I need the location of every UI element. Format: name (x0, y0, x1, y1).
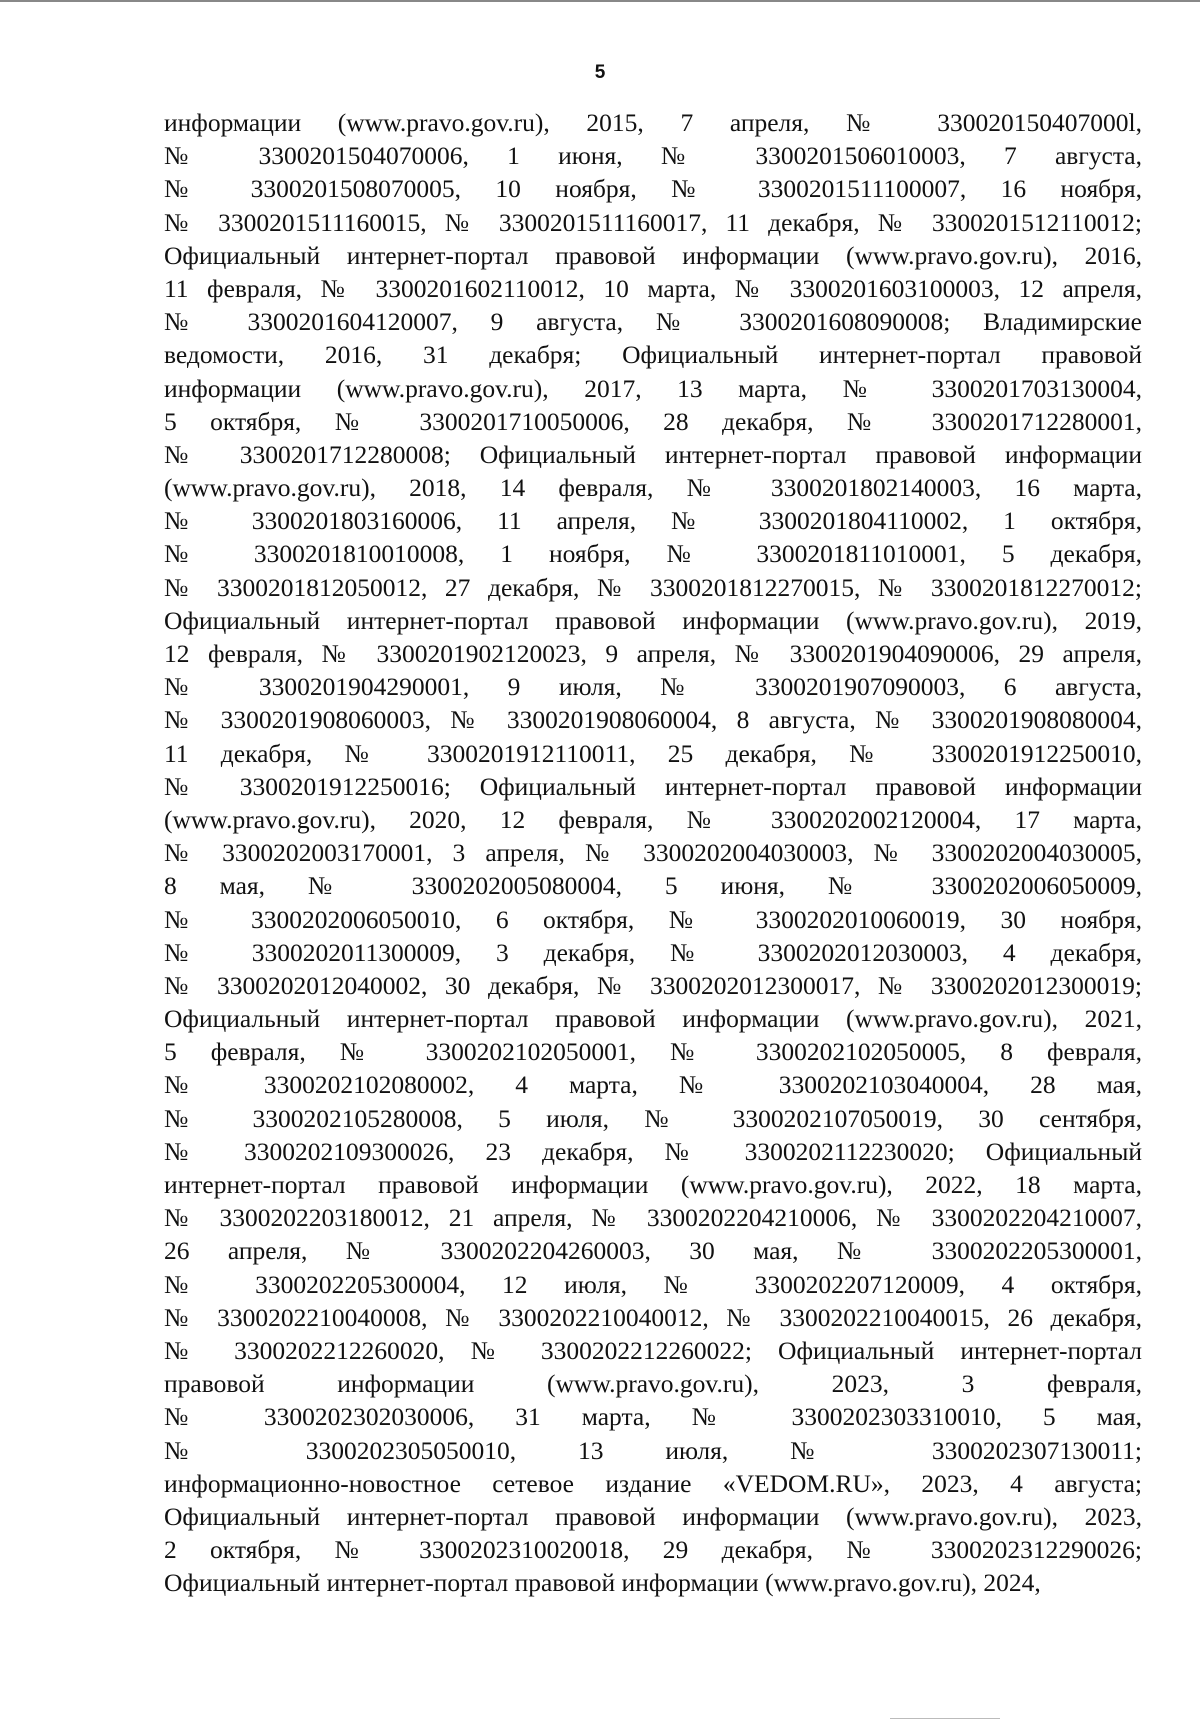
text-line: Официальный интернет-портал правовой информации (www.pravo.gov.ru), 2023, (164, 1501, 1142, 1531)
text-line: № 3300202012040002, 30 декабря, № 3300202012300017, № 3300202012300019; (164, 970, 1142, 1000)
text-line: № 3300201812050012, 27 декабря, № 3300201812270015, № 3300201812270012; (164, 572, 1142, 602)
document-body-text (164, 106, 1142, 1599)
top-border-line (0, 0, 1200, 2)
text-line: № 3300201508070005, 10 ноября, № 3300201511100007, 16 ноября, (164, 174, 1142, 204)
text-line: 12 февраля, № 3300201902120023, 9 апреля, № 3300201904090006, 29 апреля, (164, 639, 1142, 668)
text-line: № 3300202210040008, № 3300202210040012, № 3300202210040015, 26 декабря, (164, 1302, 1142, 1332)
text-line: № 3300202203180012, 21 апреля, № 3300202204210006, № 3300202204210007, (164, 1203, 1142, 1233)
text-line: № 3300201803160006, 11 апреля, № 3300201804110002, 1 октября, (164, 506, 1142, 536)
text-line: № 3300202003170001, 3 апреля, № 3300202004030003, № 3300202004030005, (164, 838, 1142, 868)
text-line: Официальный интернет-портал правовой информации (www.pravo.gov.ru), 2016, (164, 240, 1142, 270)
text-line: 5 октября, № 3300201710050006, 28 декабря, № 3300201712280001, (164, 406, 1142, 436)
text-line: № 3300201504070006, 1 июня, № 3300201506010003, 7 августа, (164, 141, 1142, 171)
text-line: № 3300201904290001, 9 июля, № 3300201907090003, 6 августа, (164, 672, 1142, 702)
text-line: Официальный интернет-портал правовой информации (www.pravo.gov.ru), 2019, (164, 605, 1142, 635)
text-line: (www.pravo.gov.ru), 2018, 14 февраля, № 3300201802140003, 16 марта, (164, 473, 1142, 503)
text-line: № 3300202006050010, 6 октября, № 3300202010060019, 30 ноября, (164, 904, 1142, 934)
text-line: № 3300201604120007, 9 августа, № 3300201608090008; Владимирские (164, 307, 1142, 337)
text-line: 26 апреля, № 3300202204260003, 30 мая, № 3300202205300001, (164, 1236, 1142, 1266)
text-line: № 3300201908060003, № 3300201908060004, 8 августа, № 3300201908080004, (164, 705, 1142, 735)
text-line: ведомости, 2016, 31 декабря; Официальный интернет-портал правовой (164, 340, 1142, 370)
text-line: Официальный интернет-портал правовой информации (www.pravo.gov.ru), 2021, (164, 1004, 1142, 1034)
text-line: 2 октября, № 3300202310020018, 29 декабря, № 3300202312290026; (164, 1535, 1142, 1565)
text-line: интернет-портал правовой информации (www.pravo.gov.ru), 2022, 18 марта, (164, 1170, 1142, 1199)
text-line: информационно-новостное сетевое издание «VEDOM.RU», 2023, 4 августа; (164, 1468, 1142, 1498)
text-line: 8 мая, № 3300202005080004, 5 июня, № 3300202006050009, (164, 871, 1142, 901)
text-line: 11 декабря, № 3300201912110011, 25 декабря, № 3300201912250010, (164, 738, 1142, 768)
text-line: № 3300201712280008; Официальный интернет-портал правовой информации (164, 439, 1142, 469)
text-line: Официальный интернет-портал правовой информации (www.pravo.gov.ru), 2024, (164, 1568, 1041, 1598)
text-line: № 3300202212260020, № 3300202212260022; Официальный интернет-портал (164, 1335, 1142, 1365)
text-line: № 3300202302030006, 31 марта, № 3300202303310010, 5 мая, (164, 1402, 1142, 1432)
bottom-scan-mark (890, 1718, 1000, 1719)
page-number: 5 (594, 62, 606, 83)
text-line: № 3300202109300026, 23 декабря, № 3300202112230020; Официальный (164, 1136, 1142, 1166)
text-line: правовой информации (www.pravo.gov.ru), 2023, 3 февраля, (164, 1369, 1142, 1399)
text-line: № 3300202102080002, 4 марта, № 3300202103040004, 28 мая, (164, 1070, 1142, 1100)
text-line: 5 февраля, № 3300202102050001, № 3300202102050005, 8 февраля, (164, 1037, 1142, 1067)
text-line: № 3300202011300009, 3 декабря, № 3300202012030003, 4 декабря, (164, 937, 1142, 967)
text-line: информации (www.pravo.gov.ru), 2015, 7 апреля, № 330020150407000l, (164, 108, 1142, 137)
text-line: № 3300201912250016; Официальный интернет-портал правовой информации (164, 771, 1142, 801)
text-line: № 3300201810010008, 1 ноября, № 3300201811010001, 5 декабря, (164, 539, 1142, 569)
text-line: № 3300201511160015, № 3300201511160017, 11 декабря, № 3300201512110012; (164, 207, 1142, 237)
text-line: 11 февраля, № 3300201602110012, 10 марта, № 3300201603100003, 12 апреля, (164, 273, 1142, 303)
text-line: № 3300202305050010, 13 июля, № 3300202307130011; (164, 1435, 1142, 1465)
text-line: (www.pravo.gov.ru), 2020, 12 февраля, № 3300202002120004, 17 марта, (164, 804, 1142, 834)
text-line: информации (www.pravo.gov.ru), 2017, 13 марта, № 3300201703130004, (164, 373, 1142, 403)
text-line: № 3300202205300004, 12 июля, № 3300202207120009, 4 октября, (164, 1269, 1142, 1299)
text-line: № 3300202105280008, 5 июля, № 3300202107050019, 30 сентября, (164, 1103, 1142, 1133)
